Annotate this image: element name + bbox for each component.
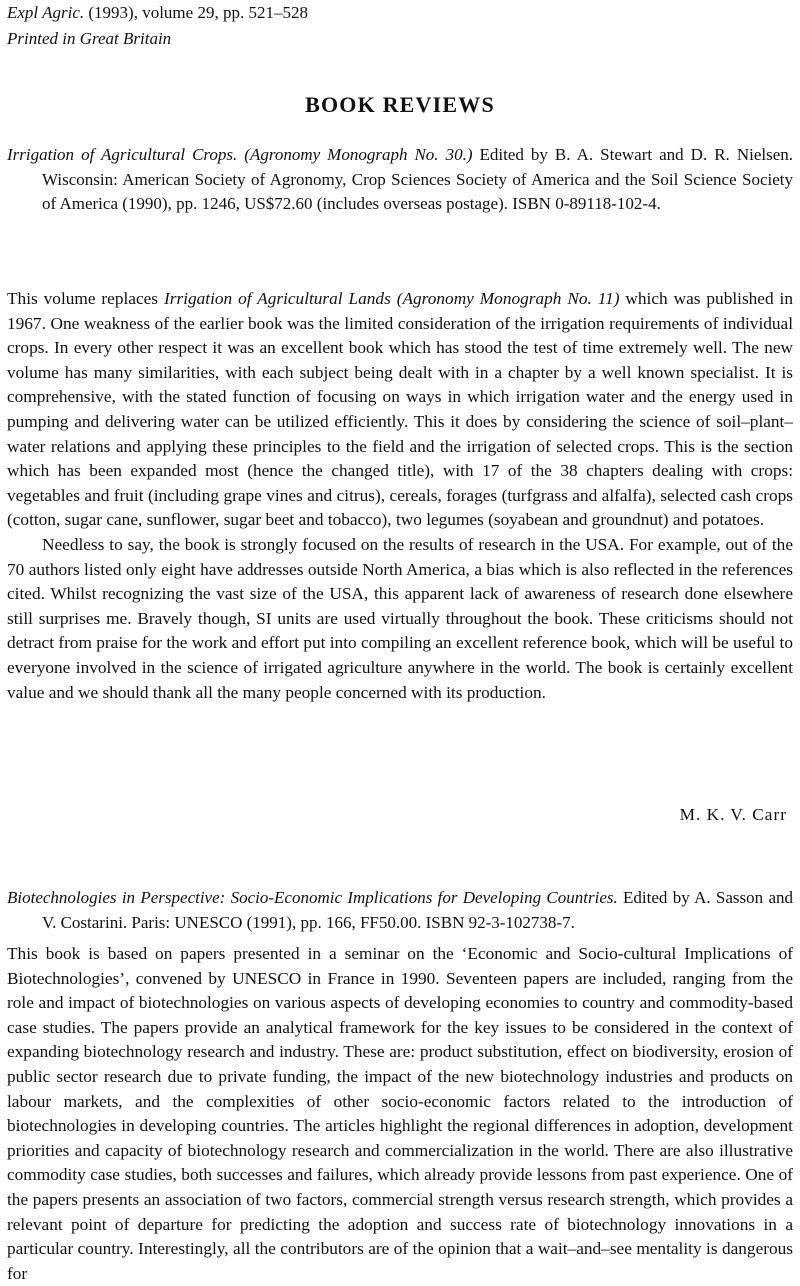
review-irrigation-body: [7, 287, 793, 705]
review-citation: [7, 886, 793, 935]
journal-header: [7, 0, 308, 52]
review-paragraph: This book is based on papers presented in a seminar on the ‘Economic and Socio-cultural Implications of Biotechnologies’, convened by UNESCO in France in 1990. Seventeen papers are included, ranging from the role and impact of biotechnologies on various aspects of developing economies to country and commodity-based case studies. The papers provide an analytical framework for the key issues to be considered in the context of expanding biotechnology research and industry. These are: product substitution, effect on biodiversity, erosion of public sector research due to private funding, the impact of the new biotechnology industries and products on labour markets, and the complexities of other socio-economic factors related to the introduction of biotechnologies in developing countries. The articles highlight the regional differences in adoption, development priorities and capacity of biotechnology research and commercialization in the world. There are also illustrative commodity case studies, both successes and failures, which already provide lessons from past experience. One of the papers presents an association of two factors, commercial strength versus research strength, which provides a relevant point of departure for predicting the adoption and success rate of biotechnology innovations in a particular country. Interestingly, all the contributors are of the opinion that a wait–and–see mentality is dangerous for: [7, 944, 793, 1283]
journal-citation-line: [7, 0, 308, 26]
book-title: Biotechnologies in Perspective: Socio-Economic Implications for Developing Countries.: [7, 888, 618, 907]
review-paragraph: Needless to say, the book is strongly focused on the results of research in the USA. For example, out of the 70 authors listed only eight have addresses outside North America, a bias which is also reflected in the references cited. Whilst recognizing the vast size of the USA, this apparent lack of awareness of research done elsewhere still surprises me. Bravely though, SI units are used virtually throughout the book. These criticisms should not detract from praise for the work and effort put into compiling an excellent reference book, which will be useful to everyone involved in the science of irrigated agriculture anywhere in the world. The book is certainly excellent value and we should thank all the many people concerned with its production.: [7, 534, 793, 702]
printed-location: Printed in Great Britain: [7, 29, 172, 48]
cited-book-title: Irrigation of Agricultural Lands (Agronomy Monograph No. 11): [163, 289, 620, 308]
paragraph-text: which was published in 1967. One weakness of the earlier book was the limited consideration of the irrigation requirements of individual crops. In every other respect it was an excellent book which has stood the test of time extremely well. The new volume has many similarities, with each subject being dealt with in a chapter by a well known specialist. It is comprehensive, with the stated function of focusing on ways in which irrigation water and the energy used in pumping and delivering water can be utilized efficiently. This it does by considering the science of soil–plant–water relations and applying these principles to the field and the irrigation of selected crops. This is the section which has been expanded most (hence the changed title), with 17 of the 38 chapters dealing with crops: vegetables and fruit (including grape vines and citrus), cereals, forages (turfgrass and alfalfa), selected cash crops (cotton, sugar cane, sunflower, sugar beet and tobacco), two legumes (soyabean and groundnut) and potatoes.: [7, 289, 793, 530]
review-biotechnologies-body: [7, 942, 793, 1286]
volume-info: (1993), volume 29, pp. 521–528: [84, 3, 308, 22]
review-irrigation: [7, 143, 793, 217]
paragraph-text: This volume replaces: [7, 289, 164, 308]
book-details: Edited by B. A. Stewart and D. R. Nielsen. Wisconsin: American Society of Agronomy, Crop Sciences Society of America and the Soil Science Society of America (1990), pp. 1246, US$72.60 (includes overseas postage). ISBN 0-89118-102-4.: [42, 145, 793, 214]
section-title: BOOK REVIEWS: [305, 92, 495, 117]
reviewer-name: M. K. V. Carr: [679, 805, 787, 824]
journal-name: Expl Agric.: [7, 3, 85, 22]
book-title: Irrigation of Agricultural Crops. (Agronomy Monograph No. 30.): [7, 145, 473, 164]
review-citation: [7, 143, 793, 217]
book-details: Edited by A. Sasson and V. Costarini. Paris: UNESCO (1991), pp. 166, FF50.00. ISBN 92-3-102738-7.: [42, 888, 793, 932]
reviewer-signature-block: [7, 805, 793, 825]
review-paragraph: [7, 287, 793, 533]
review-biotechnologies: [7, 886, 793, 935]
